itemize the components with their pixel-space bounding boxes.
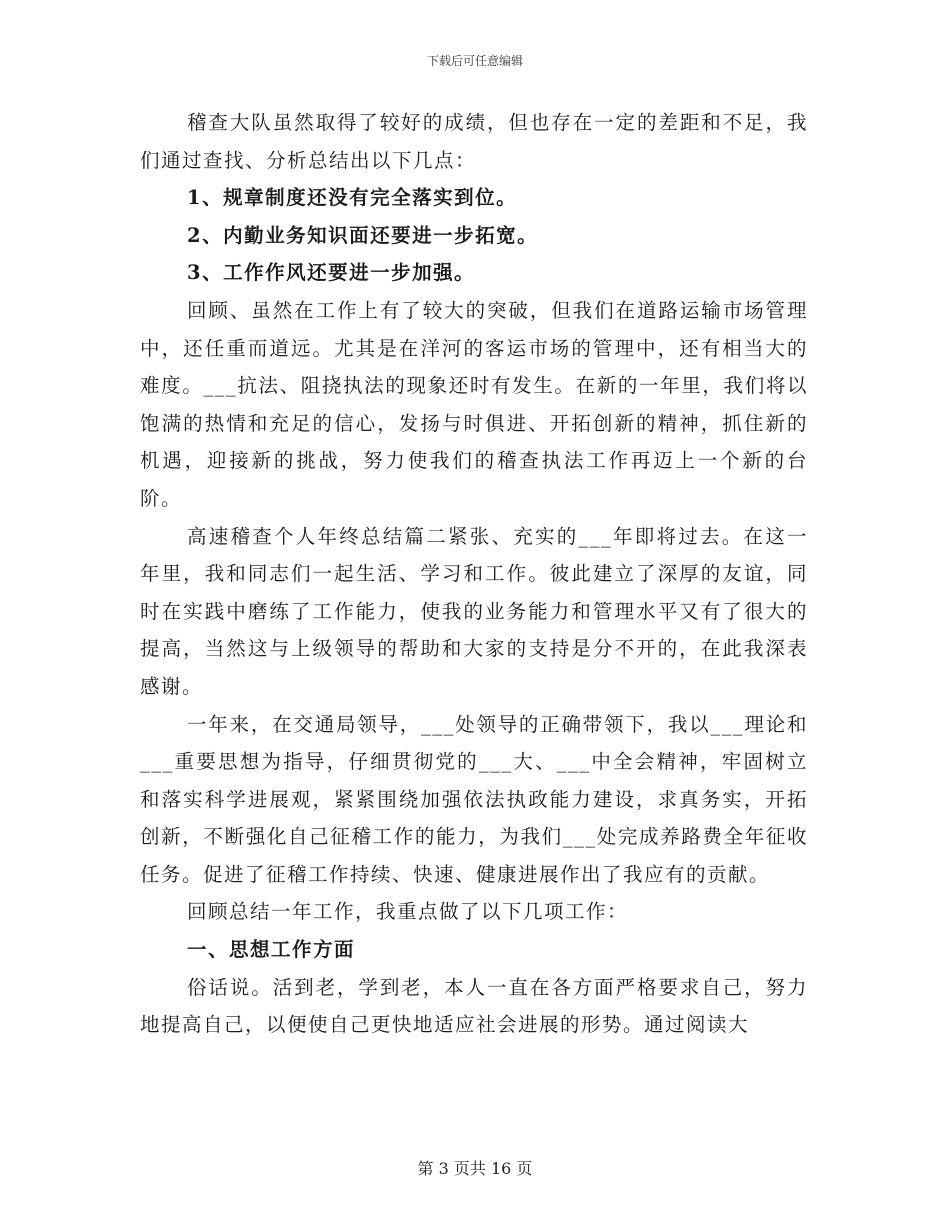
paragraph: 俗话说。活到老，学到老，本人一直在各方面严格要求自己，努力地提高自己，以便使自己更快地适应社会进展的形势。通过阅读大: [140, 975, 808, 1037]
section-heading: 一、思想工作方面: [187, 938, 356, 962]
paragraph: 一年来，在交通局领导，___处领导的正确带领下，我以___理论和___重要思想为指导，仔细贯彻党的___大、___中全会精神，牢固树立和落实科学进展观，紧紧围绕加强依法执政能力建设，求真务实，开拓创新，不断强化自己征稽工作的能力，为我们___处完成养路费全年征收任务。促进了征稽工作持续、快速、健康进展作出了我应有的贡献。: [140, 712, 808, 886]
paragraph: 高速稽查个人年终总结篇二紧张、充实的___年即将过去。在这一年里，我和同志们一起生活、学习和工作。彼此建立了深厚的友谊，同时在实践中磨练了工作能力，使我的业务能力和管理水平又有了很大的提高，当然这与上级领导的帮助和大家的支持是分不开的，在此我深表感谢。: [140, 524, 808, 698]
list-item: 1、规章制度还没有完全落实到位。: [187, 186, 518, 210]
list-item: 2、内勤业务知识面还要进一步拓宽。: [187, 223, 539, 247]
page-header: 下载后可任意编辑: [426, 54, 523, 68]
page-footer: 第 3 页共 16 页: [417, 1159, 533, 1178]
paragraph: 回顾、虽然在工作上有了较大的突破，但我们在道路运输市场管理中，还任重而道远。尤其是在洋河的客运市场的管理中，还有相当大的难度。___抗法、阻挠执法的现象还时有发生。在新的一年里，我们将以饱满的热情和充足的信心，发扬与时俱进、开拓创新的精神，抓住新的机遇，迎接新的挑战，努力使我们的稽查执法工作再迈上一个新的台阶。: [140, 298, 808, 510]
paragraph: 回顾总结一年工作，我重点做了以下几项工作：: [187, 900, 629, 924]
list-item: 3、工作作风还要进一步加强。: [187, 261, 476, 285]
paragraph: 稽查大队虽然取得了较好的成绩，但也存在一定的差距和不足，我们通过查找、分析总结出以下几点：: [140, 111, 808, 172]
document-body: [140, 104, 808, 1044]
